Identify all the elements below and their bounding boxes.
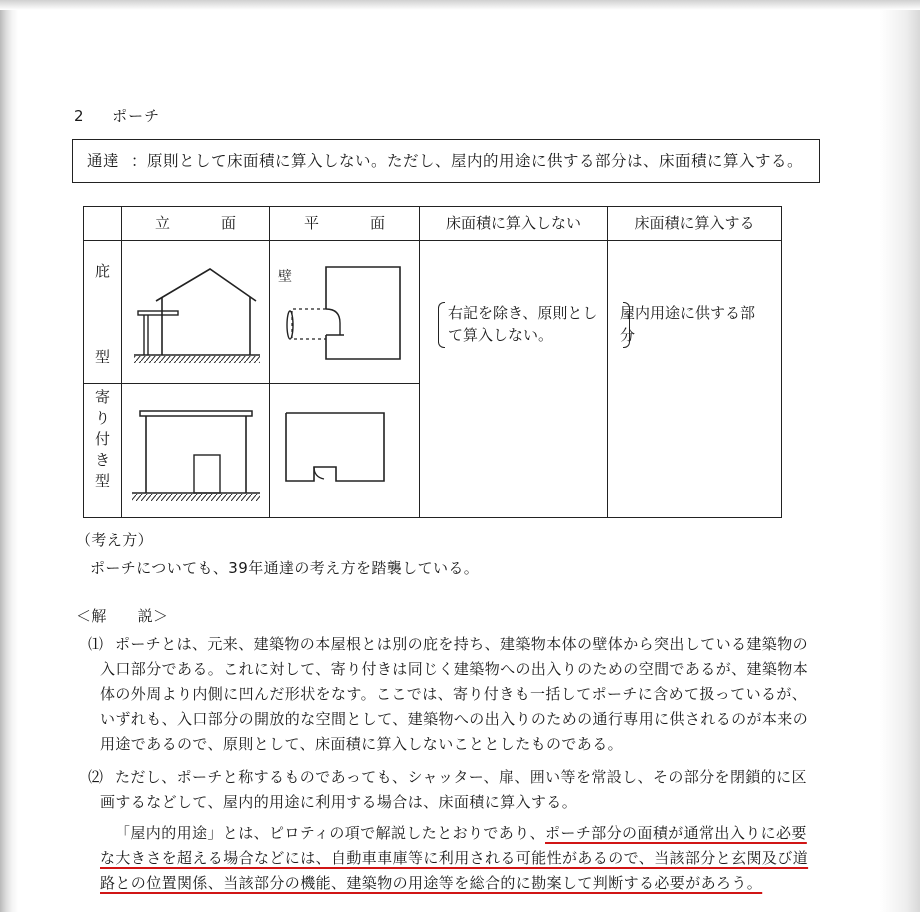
- p3-line-1: [115, 821, 807, 846]
- scan-shadow-left: [0, 0, 18, 912]
- scan-shadow-right: [880, 0, 920, 912]
- grid-line: [607, 207, 608, 517]
- grid-line: [419, 207, 420, 517]
- section-heading: [74, 105, 160, 126]
- p2-marker: ⑵: [88, 768, 104, 786]
- header-elevation: 立 面: [154, 214, 254, 232]
- row-type-recessed-4: き: [94, 451, 110, 469]
- row-type-recessed-2: り: [94, 409, 110, 427]
- included-note-line2: 分: [620, 326, 636, 344]
- included-note: [620, 302, 776, 346]
- grid-line: [269, 207, 270, 517]
- approach-text: ポーチについても、39年通達の考え方を踏襲している。: [90, 559, 480, 577]
- recessed-plan-drawing: [274, 393, 414, 513]
- p1-line-4: いずれも、入口部分の開放的な空間として、建築物への出入りのための通行専用に供されるのが本来の: [100, 710, 809, 728]
- included-note-line1: 屋内用途に供する部: [620, 304, 756, 322]
- p1-marker: ⑴: [88, 635, 104, 653]
- commentary-heading: ＜解 説＞: [76, 607, 169, 625]
- grid-line: [84, 240, 781, 241]
- row-type-recessed-1: 寄: [94, 388, 110, 406]
- p1-line-3: 体の外周より内側に凹んだ形状をなす。ここでは、寄り付きも一括してポーチに含めて扱っているが、: [100, 685, 808, 703]
- canopy-elevation-drawing: [126, 247, 266, 377]
- header-plan: 平 面: [303, 214, 403, 232]
- not-included-note-line2: て算入しない。: [448, 326, 554, 344]
- not-included-note: [438, 302, 630, 346]
- p3-line-3: 路との位置関係、当該部分の機能、建築物の用途等を総合的に勘案して判断する必要があろう。: [100, 874, 763, 892]
- row-type-recessed-3: 付: [94, 430, 110, 448]
- notice-text: ：原則として床面積に算入しない。ただし、屋内的用途に供する部分は、床面積に算入する。: [131, 152, 804, 170]
- canopy-plan-drawing: [274, 247, 414, 377]
- wall-label: 壁: [278, 269, 292, 285]
- p3-line-1-plain: 「屋内的用途」とは、ピロティの項で解説したとおりであり、: [115, 824, 546, 842]
- approach-heading: （考え方）: [76, 531, 154, 549]
- notice-box: [72, 139, 820, 183]
- p1-line-5: 用途であるので、原則として、床面積に算入しないこととしたものである。: [100, 735, 624, 753]
- header-included: 床面積に算入する: [634, 214, 755, 232]
- p2-line-2: 画するなどして、屋内的用途に利用する場合は、床面積に算入する。: [100, 793, 578, 811]
- grid-line: [84, 383, 419, 384]
- section-number: 2: [74, 107, 85, 125]
- row-type-canopy-bottom: 型: [94, 348, 110, 366]
- p3-line-2: な大きさを超える場合などには、自動車車庫等に利用される可能性があるので、当該部分と玄関及び道: [100, 849, 809, 867]
- section-title: ポーチ: [112, 107, 161, 125]
- notice-label: 通達: [87, 152, 120, 170]
- rules-table: [83, 206, 782, 518]
- row-type-canopy-top: 庇: [94, 262, 110, 280]
- p1-line-2: 入口部分である。これに対して、寄り付きは同じく建築物への出入りのための空間であるが、建築物本: [100, 660, 809, 678]
- row-type-recessed-5: 型: [94, 472, 110, 490]
- not-included-note-line1: 右記を除き、原則とし: [448, 304, 598, 322]
- grid-line: [121, 207, 122, 517]
- header-not-included: 床面積に算入しない: [445, 214, 581, 232]
- scan-shadow-top: [0, 0, 920, 10]
- p1-line-1: ポーチとは、元来、建築物の本屋根とは別の庇を持ち、建築物本体の壁体から突出している建築物の: [115, 635, 809, 653]
- bracket-left: [438, 302, 445, 348]
- recessed-elevation-drawing: [126, 393, 266, 513]
- p3-line-1-underlined: ポーチ部分の面積が通常出入りに必要: [545, 824, 807, 842]
- p2-line-1: ただし、ポーチと称するものであっても、シャッター、扉、囲い等を常設し、その部分を閉鎖的に区: [115, 768, 807, 786]
